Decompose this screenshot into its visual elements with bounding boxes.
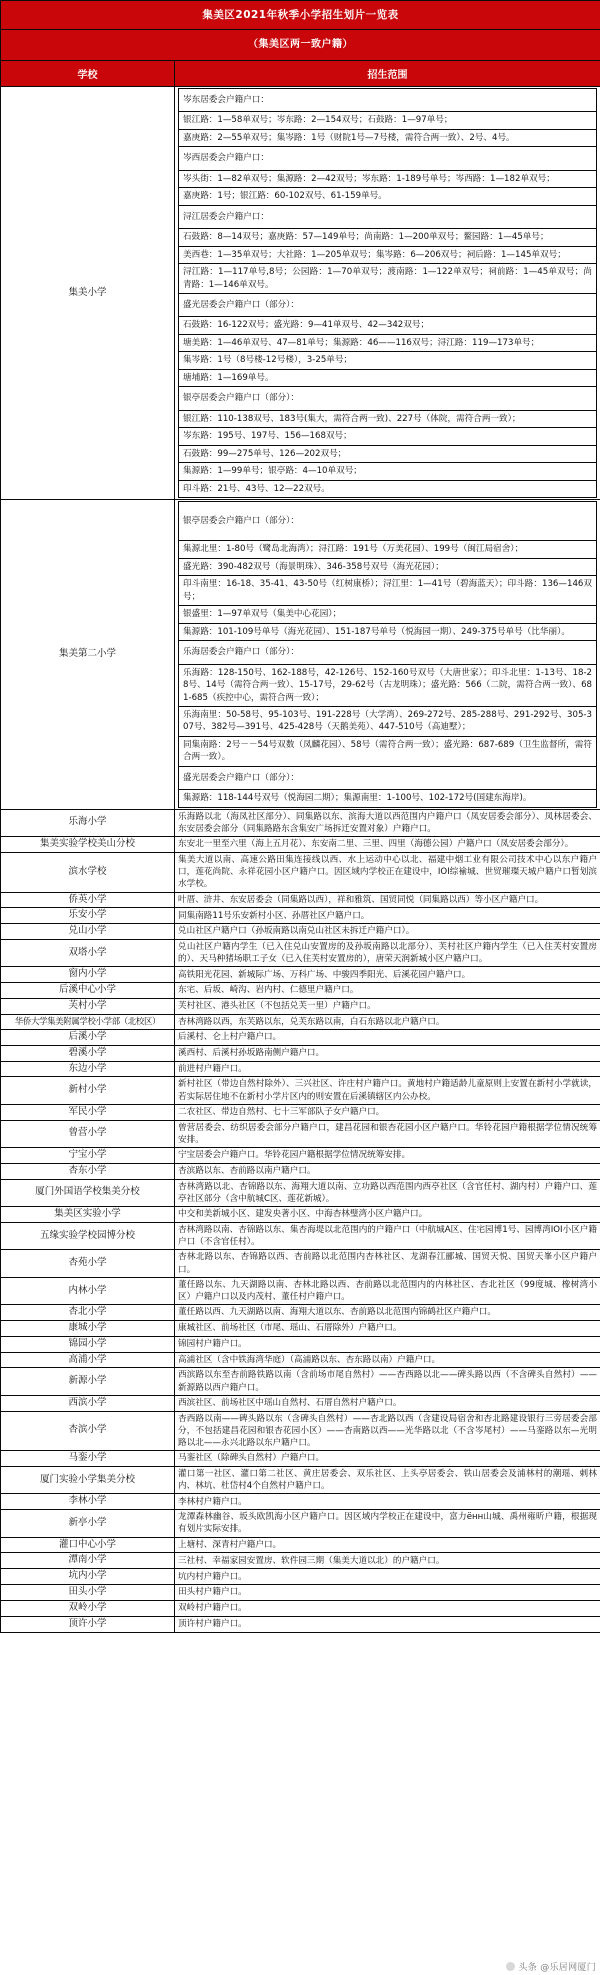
enrollment-range: 顶许村户籍户口。 bbox=[175, 1616, 600, 1632]
enrollment-range: 兑山社区户籍内学生（已入住兑山安置房的及孙坂南路以北部分）、芙村社区户籍内学生（已入住芙村安置房的）、天马种猪场职工子女（已入住芙村安置房的），唐荣天润新城小区户籍户口。 bbox=[175, 939, 600, 966]
range-line: 浔江路：1—117单号,8号；公园路：1—70单双号；渡南路：1—122单双号；祠前路：1—45单双号；尚青路：1—146单双号。 bbox=[179, 264, 597, 294]
enrollment-range: 灌口第一社区、灌口第二社区、黄庄居委会、双乐社区、上头亭居委会、铁山居委会及浦林村的潮瑶、剌林内、林坑、杜岱村4个自然村户籍户口。 bbox=[175, 1467, 600, 1494]
school-name: 军民小学 bbox=[1, 1104, 175, 1120]
enrollment-range: 坑内村户籍户口。 bbox=[175, 1569, 600, 1585]
school-name: 灌口中心小学 bbox=[1, 1537, 175, 1553]
enrollment-range: 杏西路以南——碑头路以东（含碑头自然村）——杏北路以西（含建设局宿舍和杏北路建设银行三旁居委会部分，不包括建昌花园和银杏花园小区）——杏南路以西——光华路以北（不含岑尾村）——马銮路以东—光明路以北——永兴北路以东户籍户口。 bbox=[175, 1411, 600, 1451]
page-title: 集美区2021年秋季小学招生划片一览表 bbox=[1, 1, 600, 30]
column-header-row bbox=[1, 61, 600, 87]
range-detail-row bbox=[179, 463, 597, 480]
school-name: 华侨大学集美附属学校小学部（北校区） bbox=[1, 1014, 175, 1029]
enrollment-range: 兑山社区户籍户口（孙坂南路以南兑山社区未拆迁户籍户口）。 bbox=[175, 924, 600, 940]
enrollment-range: 二农社区、带边自然村、七十三军部队子女户籍户口。 bbox=[175, 1104, 600, 1120]
table-row bbox=[1, 1320, 600, 1336]
school-name: 集美第二小学 bbox=[1, 499, 175, 809]
range-section-heading: 盛光居委会户籍户口（部分）： bbox=[179, 766, 597, 789]
range-line: 盛光路：390-482双号（海景明珠）、346-358号双号（海光花园）； bbox=[179, 558, 597, 575]
range-detail-row bbox=[179, 623, 597, 640]
school-name: 集美小学 bbox=[1, 87, 175, 500]
table-row bbox=[1, 1077, 600, 1104]
enrollment-range: 双岭村户籍户口。 bbox=[175, 1600, 600, 1616]
range-section-heading: 银亭居委会户籍户口（部分）： bbox=[179, 387, 597, 410]
school-name: 杏东小学 bbox=[1, 1163, 175, 1179]
enrollment-range: 宁宝居委会户籍户口。华铃花园户籍根据学位情况统筹安排。 bbox=[175, 1148, 600, 1164]
enrollment-range: 西滨社区、前场社区中瑶山自然村、石厝自然村户籍户口。 bbox=[175, 1395, 600, 1411]
table-row bbox=[1, 1494, 600, 1510]
range-detail-row bbox=[179, 264, 597, 294]
school-name: 集美实验学校美山分校 bbox=[1, 837, 175, 853]
school-name: 高浦小学 bbox=[1, 1352, 175, 1368]
range-line: 集源路：1—99单号；银亭路：4—10单双号； bbox=[179, 463, 597, 480]
enrollment-range: 乐海路以北（海凤社区部分）、同集路以东、滨海大道以西范围内户籍户口（凤安居委会部分）、凤林居委会、东安居委会部分（同集路路东含集安广场拆迁安置对象）户籍户口。 bbox=[175, 809, 600, 836]
range-detail-row bbox=[179, 501, 597, 540]
range-detail-row bbox=[179, 147, 597, 170]
enrollment-range: 东安北一里至六里（海上五月花）、东安南二里、三里、四里（海德公园）户籍户口（凤安居委会部分）。 bbox=[175, 837, 600, 853]
enrollment-range: 董任路以西、九天湖路以南、海翔大道以东、杏前路以北范围内锦鹤社区户籍户口。 bbox=[175, 1305, 600, 1321]
range-line: 岑东路：195号、197号、156—168双号； bbox=[179, 428, 597, 445]
school-name: 侨英小学 bbox=[1, 892, 175, 908]
table-row bbox=[1, 908, 600, 924]
range-line: 嘉庚路：1号；银江路：60-102双号、61-159单号。 bbox=[179, 188, 597, 205]
enrollment-range: 西滨路以东至杏前路铁路以南（含前场市尾自然村）——杏西路以北——碑头路以西（不含碑头自然村）——新源路以西户籍户口。 bbox=[175, 1368, 600, 1395]
school-name: 杏苑小学 bbox=[1, 1250, 175, 1277]
school-name: 顶许小学 bbox=[1, 1616, 175, 1632]
table-row bbox=[1, 967, 600, 983]
range-line: 美西巷：1—35单双号；大社路：1—205单双号；集岑路：6—206双号；祠后路：1—145单双号； bbox=[179, 246, 597, 263]
table-row bbox=[1, 1352, 600, 1368]
school-name: 内林小学 bbox=[1, 1277, 175, 1304]
table-row bbox=[1, 983, 600, 999]
school-name: 曾营小学 bbox=[1, 1120, 175, 1147]
enrollment-range: 同集南路11号乐安新村小区、孙厝社区户籍户口。 bbox=[175, 908, 600, 924]
enrollment-range: 杏滨路以东、杏前路以南户籍户口。 bbox=[175, 1163, 600, 1179]
range-detail-row bbox=[179, 480, 597, 497]
range-detail-row bbox=[179, 317, 597, 334]
enrollment-range: 康城社区、前场社区（市尾、瑶山、石厝除外）户籍户口。 bbox=[175, 1320, 600, 1336]
enrollment-range: 李林村户籍户口。 bbox=[175, 1494, 600, 1510]
table-row bbox=[1, 1120, 600, 1147]
range-detail-row bbox=[179, 428, 597, 445]
school-name: 新亭小学 bbox=[1, 1510, 175, 1537]
school-name: 宁宝小学 bbox=[1, 1148, 175, 1164]
range-line: 石鼓路：8—14双号；嘉庚路：57—149单号；尚南路：1—200单双号；鳌园路：1—45单号； bbox=[179, 229, 597, 246]
table-row bbox=[1, 1179, 600, 1206]
range-section-heading: 浔江居委会户籍户口： bbox=[179, 205, 597, 228]
table-row bbox=[1, 892, 600, 908]
school-name: 滨水学校 bbox=[1, 852, 175, 892]
range-detail-row bbox=[179, 445, 597, 462]
school-name: 杏北小学 bbox=[1, 1305, 175, 1321]
enrollment-range: 曾营居委会、纺织居委会部分户籍户口，建昌花园和银杏花园小区户籍户口。华铃花园户籍根据学位情况统筹安排。 bbox=[175, 1120, 600, 1147]
enrollment-range: 前进村户籍户口。 bbox=[175, 1061, 600, 1077]
table-row bbox=[1, 939, 600, 966]
school-name: 新村小学 bbox=[1, 1077, 175, 1104]
range-detail-row bbox=[179, 369, 597, 386]
range-line: 石鼓路：99—275单号、126—202双号； bbox=[179, 445, 597, 462]
school-name: 厦门实验小学集美分校 bbox=[1, 1467, 175, 1494]
range-detail-row bbox=[179, 641, 597, 664]
range-line: 集源路：101-109号单号（海光花园）、151-187号单号（悦海园一期）、249-375号单号（比华丽）。 bbox=[179, 623, 597, 640]
table-row bbox=[1, 1163, 600, 1179]
range-section-heading: 乐海居委会户籍户口（部分）： bbox=[179, 641, 597, 664]
range-detail-row bbox=[179, 112, 597, 129]
school-name: 双岭小学 bbox=[1, 1600, 175, 1616]
table-row bbox=[1, 499, 600, 809]
range-detail-row bbox=[179, 766, 597, 789]
enrollment-range: 董任路以东、九天湖路以南、杏林北路以西、杏前路以北范围内的内林社区、杏北社区（99度城、橡树湾小区）户籍户口以及内茂村、董任村户籍户口。 bbox=[175, 1277, 600, 1304]
enrollment-range: 杏林北路以东、杏锦路以西、杏前路以北范围内杏林社区、龙湖春江郦城、国贸天悦、国贸天峯小区户籍户口。 bbox=[175, 1250, 600, 1277]
school-name: 李林小学 bbox=[1, 1494, 175, 1510]
title-row bbox=[1, 1, 600, 30]
column-header-range: 招生范围 bbox=[175, 61, 600, 87]
table-row bbox=[1, 1222, 600, 1249]
range-line: 银江路：1—58单双号；岑东路：2—154双号；石鼓路：1—97单号； bbox=[179, 112, 597, 129]
enrollment-range: 后溪村、仑上村户籍户口。 bbox=[175, 1029, 600, 1045]
range-detail-row bbox=[179, 736, 597, 766]
school-name: 乐安小学 bbox=[1, 908, 175, 924]
range-section-heading: 岑东居委会户籍户口： bbox=[179, 89, 597, 112]
range-detail-row bbox=[179, 188, 597, 205]
range-section-heading: 银亭居委会户籍户口（部分）： bbox=[179, 501, 597, 540]
range-line: 乐海南里：50-58号、95-103号、191-228号（大学湾）、269-272号、285-288号、291-292号、305-307号、382号—391号、425-428号（天鹅美苑）、447-510号（高迪墅）； bbox=[179, 706, 597, 736]
range-line: 集源路：118-144号双号（悦海园二期）；集源南里：1-100号、102-172号(国建东海岸)。 bbox=[179, 790, 597, 807]
range-line: 同集南路：2号－－54号双数（凤麟花园）、58号（需符合两一致）；盛光路：687-689（卫生监督所，需符合两一致）。 bbox=[179, 736, 597, 766]
table-row bbox=[1, 1104, 600, 1120]
range-line: 石鼓路：16-122双号；盛光路：9—41单双号、42—342双号； bbox=[179, 317, 597, 334]
school-name: 东边小学 bbox=[1, 1061, 175, 1077]
table-row bbox=[1, 1250, 600, 1277]
school-name: 集美区实验小学 bbox=[1, 1207, 175, 1223]
school-name: 乐海小学 bbox=[1, 809, 175, 836]
enrollment-range: 马銮社区（除碑头自然村）户籍户口。 bbox=[175, 1451, 600, 1467]
school-name: 田头小学 bbox=[1, 1585, 175, 1601]
enrollment-range: 上塘村、深青村户籍户口。 bbox=[175, 1537, 600, 1553]
page-subtitle: （集美区两一致户籍） bbox=[1, 30, 600, 61]
enrollment-range: 中交和美新城小区、建发央著小区、中海杏林璧湾小区户籍户口。 bbox=[175, 1207, 600, 1223]
table-row bbox=[1, 1600, 600, 1616]
enrollment-range: 高铁阳光花园、新城际广场、万科广场、中骏四季阳光、后溪花园户籍户口。 bbox=[175, 967, 600, 983]
school-name: 新源小学 bbox=[1, 1368, 175, 1395]
range-line: 乐海路：128-150号、162-188号，42-126号、152-160号双号（大唐世家）；印斗北里：1-13号、18-28号、14号（需符合两一致）、15-17号，29-62号（古龙明珠）；盛光路：566（二院，需符合两一致）、681-685（疾控中心，需符合两一致）； bbox=[179, 664, 597, 706]
enrollment-range: 溪西村、后溪村孙坂路南侧户籍户口。 bbox=[175, 1045, 600, 1061]
range-detail-row bbox=[179, 790, 597, 807]
table-row bbox=[1, 1585, 600, 1601]
range-detail-row bbox=[179, 664, 597, 706]
table-row bbox=[1, 852, 600, 892]
school-name: 锦园小学 bbox=[1, 1336, 175, 1352]
range-detail-row bbox=[179, 170, 597, 187]
range-detail-row bbox=[179, 89, 597, 112]
table-row bbox=[1, 998, 600, 1014]
school-name: 五缘实验学校园博分校 bbox=[1, 1222, 175, 1249]
subtitle-row bbox=[1, 30, 600, 61]
table-row bbox=[1, 809, 600, 836]
table-row bbox=[1, 1411, 600, 1451]
range-detail-table bbox=[178, 501, 597, 808]
table-row bbox=[1, 87, 600, 500]
range-detail-row bbox=[179, 352, 597, 369]
enrollment-range: 叶厝、浒井、东安居委会（同集路以西），祥和雅筑、国贸同悦（同集路以西）等小区户籍户口。 bbox=[175, 892, 600, 908]
school-name: 厦门外国语学校集美分校 bbox=[1, 1179, 175, 1206]
enrollment-range: 龙潭森林幽谷、坂头欧凯海小区户籍户口。因区域内学校正在建设中，富力ённ山城、禹州雍昕户籍，根据现有划片实际安排。 bbox=[175, 1510, 600, 1537]
school-name: 西滨小学 bbox=[1, 1395, 175, 1411]
table-row bbox=[1, 1045, 600, 1061]
watermark bbox=[506, 1960, 596, 1973]
enrollment-range: 田头村户籍户口。 bbox=[175, 1585, 600, 1601]
school-name: 后溪中心小学 bbox=[1, 983, 175, 999]
table-row bbox=[1, 1207, 600, 1223]
table-row bbox=[1, 1148, 600, 1164]
table-body bbox=[1, 1, 600, 1633]
range-detail-row bbox=[179, 410, 597, 427]
range-line: 集岑路：1号（8号楼-12号楼），3-25单号； bbox=[179, 352, 597, 369]
range-line: 塘美路：1—46单双号、47—81单号；集源路：46——116双号；浔江路：119—173单号； bbox=[179, 334, 597, 351]
enrollment-range bbox=[175, 87, 600, 500]
enrollment-range: 东宅、后坂、崎沟、岩内村、仁德里户籍户口。 bbox=[175, 983, 600, 999]
table-row bbox=[1, 1569, 600, 1585]
school-name: 康城小学 bbox=[1, 1320, 175, 1336]
range-detail-row bbox=[179, 706, 597, 736]
table-row bbox=[1, 837, 600, 853]
table-row bbox=[1, 1537, 600, 1553]
table-row bbox=[1, 1029, 600, 1045]
table-row bbox=[1, 1510, 600, 1537]
range-detail-row bbox=[179, 129, 597, 146]
table-row bbox=[1, 1277, 600, 1304]
school-name: 芙村小学 bbox=[1, 998, 175, 1014]
range-detail-row bbox=[179, 558, 597, 575]
range-detail-row bbox=[179, 387, 597, 410]
school-name: 杏滨小学 bbox=[1, 1411, 175, 1451]
table-row bbox=[1, 1467, 600, 1494]
column-header-school: 学校 bbox=[1, 61, 175, 87]
table-row bbox=[1, 1395, 600, 1411]
enrollment-range: 新村社区（带边自然村除外）、三兴社区、许庄村户籍户口。黄地村户籍适龄儿童原则上安置在新村小学就读，若实际居住地不在新村小学片区内的则安置在后溪镇辖区内公办校。 bbox=[175, 1077, 600, 1104]
range-detail-row bbox=[179, 205, 597, 228]
table-row bbox=[1, 1014, 600, 1029]
school-name: 潭南小学 bbox=[1, 1553, 175, 1569]
range-line: 印斗南里：16-18、35-41、43-50号（红树康桥）；浔江里：1—41号（碧海蓝天）；印斗路：136—146双号； bbox=[179, 576, 597, 606]
range-detail-row bbox=[179, 541, 597, 558]
range-line: 塘埔路：1—169单号。 bbox=[179, 369, 597, 386]
school-name: 后溪小学 bbox=[1, 1029, 175, 1045]
range-section-heading: 盛光居委会户籍户口（部分）： bbox=[179, 293, 597, 316]
range-detail-row bbox=[179, 246, 597, 263]
range-line: 银盛里：1—97单双号（集美中心花园）； bbox=[179, 606, 597, 623]
enrollment-range: 锦园村户籍户口。 bbox=[175, 1336, 600, 1352]
enrollment-range: 集美大道以南、高速公路田集连接线以西、水上运动中心以北、福建中烟工业有限公司技术中心以东户籍户口，莲花尚院、永祥花园小区户籍户口。因区域内学校正在建设中，IOI综褕城、世贸璀璨天城户籍户口暂划滨水学校。 bbox=[175, 852, 600, 892]
school-name: 窗内小学 bbox=[1, 967, 175, 983]
school-name: 碧溪小学 bbox=[1, 1045, 175, 1061]
enrollment-range: 杏林湾路以西，东芙路以东，兑芙东路以南，白石东路以北户籍户口。 bbox=[175, 1014, 600, 1029]
range-detail-row bbox=[179, 229, 597, 246]
range-line: 岑头街：1—82单双号；集源路：2—42双号；岑东路：1-189号单号；岑西路：1—182单双号； bbox=[179, 170, 597, 187]
enrollment-range: 杏林湾路以南、杏锦路以东、集杏海堤以北范围内的户籍户口（中航城A区、住宅园博1号、园博湾IOI小区户籍户口（不含官任村）。 bbox=[175, 1222, 600, 1249]
range-detail-table bbox=[178, 88, 597, 498]
table-row bbox=[1, 1616, 600, 1632]
enrollment-range bbox=[175, 499, 600, 809]
enrollment-range: 三社村、幸福家园安置房、软件园三期（集美大道以北）的户籍户口。 bbox=[175, 1553, 600, 1569]
watermark-logo-icon bbox=[506, 1962, 515, 1971]
range-detail-row bbox=[179, 606, 597, 623]
table-row bbox=[1, 1336, 600, 1352]
table-row bbox=[1, 1368, 600, 1395]
range-line: 嘉庚路：2—55单双号；集岑路：1号（财院1号—7号楼，需符合两一致）、2号、4号。 bbox=[179, 129, 597, 146]
table-row bbox=[1, 1451, 600, 1467]
range-line: 印斗路：21号、43号、12—22双号。 bbox=[179, 480, 597, 497]
school-name: 马銮小学 bbox=[1, 1451, 175, 1467]
enrollment-range: 杏林湾路以北、杏锦路以东、海翔大道以南、立功路以西范围内西亭社区（含官任村、湖内村）户籍户口、莲亭社区部分（含中航城C区、莲花新城）。 bbox=[175, 1179, 600, 1206]
school-name: 双塔小学 bbox=[1, 939, 175, 966]
range-detail-row bbox=[179, 576, 597, 606]
enrollment-range: 高浦社区（含中铁海湾华庭）（高浦路以东、杏东路以南）户籍户口。 bbox=[175, 1352, 600, 1368]
range-line: 银江路：110-138双号、183号(集大，需符合两一致)、227号（体院，需符合两一致）； bbox=[179, 410, 597, 427]
table-row bbox=[1, 1553, 600, 1569]
range-line: 集源北里：1-80号（鹭岛北海湾）；浔江路：191号（万美花园）、199号（闽江局宿舍）； bbox=[179, 541, 597, 558]
table-row bbox=[1, 924, 600, 940]
watermark-text: 头条 @乐居网厦门 bbox=[518, 1963, 596, 1973]
table-row bbox=[1, 1305, 600, 1321]
enrollment-range: 芙村社区、港头社区（不包括兑芙一里）户籍户口。 bbox=[175, 998, 600, 1014]
school-name: 兑山小学 bbox=[1, 924, 175, 940]
school-name: 坑内小学 bbox=[1, 1569, 175, 1585]
range-detail-row bbox=[179, 334, 597, 351]
range-section-heading: 岑西居委会户籍户口： bbox=[179, 147, 597, 170]
table-row bbox=[1, 1061, 600, 1077]
range-detail-row bbox=[179, 293, 597, 316]
